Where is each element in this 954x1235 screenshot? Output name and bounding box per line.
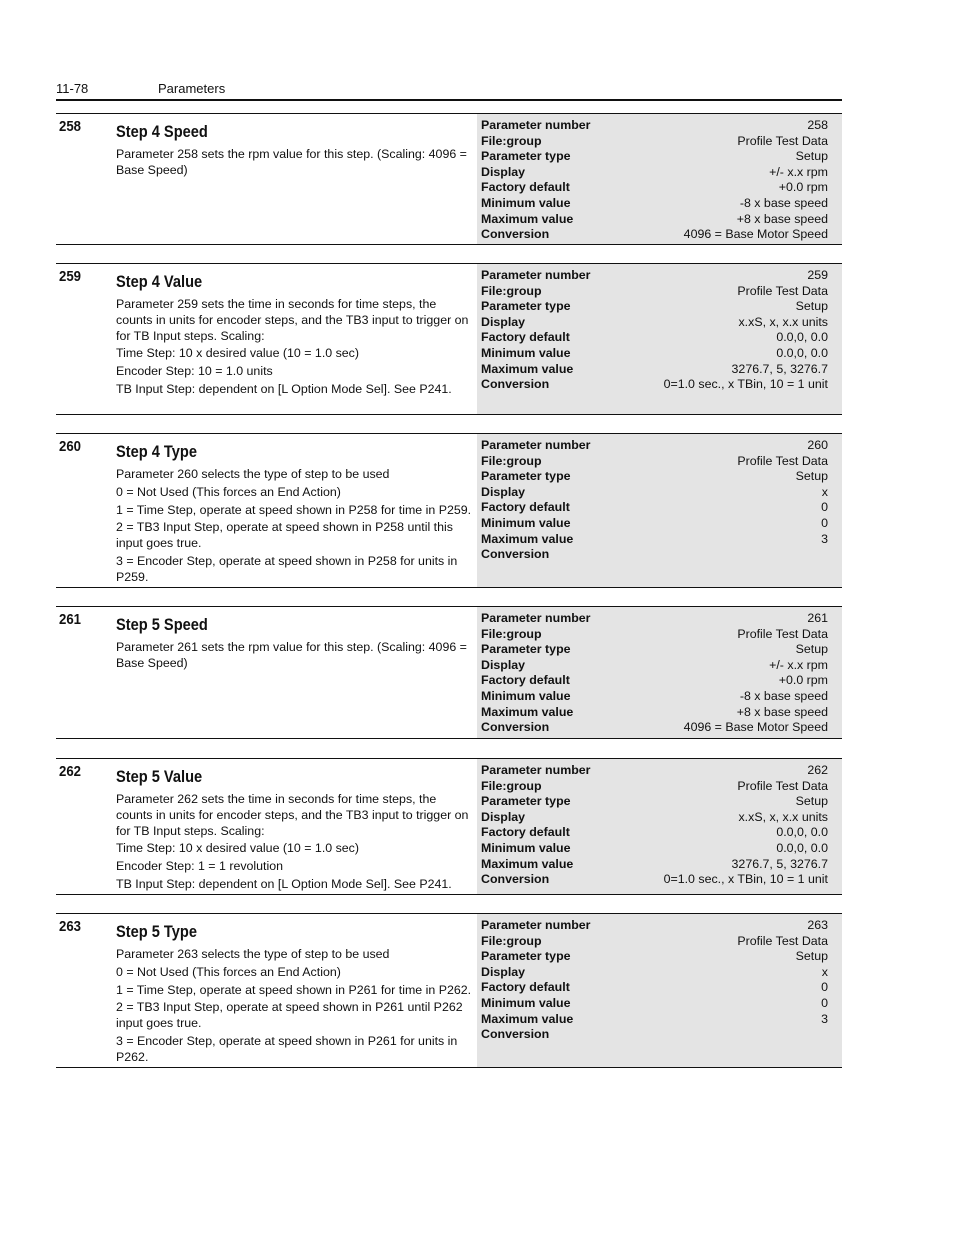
info-value: 259: [807, 268, 828, 282]
info-value: 0=1.0 sec., x TBin, 10 = 1 unit: [663, 872, 828, 887]
info-value: Setup: [795, 469, 828, 484]
info-value: 0.0,0, 0.0: [776, 330, 828, 345]
info-value: 261: [807, 611, 828, 625]
description-paragraph: Parameter 262 sets the time in seconds for time steps, the counts in units for encoder steps, and the TB3 input to trigger on for TB Input steps. Scaling:: [116, 792, 469, 838]
info-row: [481, 996, 828, 1012]
info-row: [481, 180, 828, 196]
info-label: Display: [481, 964, 526, 979]
parameter-title: Step 5 Speed: [116, 615, 208, 634]
info-label: Minimum value: [481, 688, 571, 703]
parameter-block: [56, 913, 842, 1068]
info-label: Conversion: [481, 872, 550, 887]
info-row: [481, 315, 828, 331]
parameter-number: 262: [59, 763, 82, 780]
parameter-block: [56, 433, 842, 588]
info-row: [481, 516, 828, 532]
info-value: -8 x base speed: [739, 195, 828, 210]
description-paragraph: TB Input Step: dependent on [L Option Mode Sel]. See P241.: [116, 876, 452, 891]
info-label: Parameter number: [481, 438, 591, 452]
description-paragraph: 2 = TB3 Input Step, operate at speed shown in P261 until P262 input goes true.: [116, 1000, 463, 1031]
info-value: 4096 = Base Motor Speed: [683, 720, 828, 735]
info-row: [481, 377, 828, 393]
parameter-number: 263: [59, 918, 82, 935]
parameter-info-table: [477, 264, 842, 414]
info-label: Parameter type: [481, 149, 571, 164]
info-row: [481, 857, 828, 873]
info-label: File:group: [481, 453, 542, 468]
description-paragraph: 1 = Time Step, operate at speed shown in P258 for time in P259.: [116, 502, 472, 517]
info-value: 3: [821, 531, 828, 546]
info-label: File:group: [481, 933, 542, 948]
info-label: Parameter type: [481, 299, 571, 314]
info-value: 3: [821, 1011, 828, 1026]
parameter-description: [116, 615, 476, 674]
info-label: File:group: [481, 133, 542, 148]
info-value: Setup: [795, 642, 828, 657]
info-value: 4096 = Base Motor Speed: [683, 227, 828, 242]
parameter-block: [56, 113, 842, 245]
info-value: 0=1.0 sec., x TBin, 10 = 1 unit: [663, 377, 828, 392]
info-value: +8 x base speed: [736, 211, 828, 226]
info-row: [481, 980, 828, 996]
info-value: 3276.7, 5, 3276.7: [731, 361, 828, 376]
info-label: Minimum value: [481, 840, 571, 855]
info-value: Profile Test Data: [737, 626, 828, 641]
parameter-block: [56, 606, 842, 739]
parameter-info-table: [477, 759, 842, 894]
info-value: Setup: [795, 299, 828, 314]
description-paragraph: 2 = TB3 Input Step, operate at speed shown in P258 until this input goes true.: [116, 520, 453, 551]
parameter-description: [116, 272, 476, 400]
info-label: Conversion: [481, 547, 550, 562]
info-label: Minimum value: [481, 195, 571, 210]
info-label: Maximum value: [481, 531, 574, 546]
info-value: 3276.7, 5, 3276.7: [731, 856, 828, 871]
info-label: Minimum value: [481, 995, 571, 1010]
description-paragraph: Encoder Step: 1 = 1 revolution: [116, 859, 284, 874]
info-row: [481, 118, 828, 134]
info-row: [481, 810, 828, 826]
info-row: [481, 547, 828, 563]
info-label: Conversion: [481, 377, 550, 392]
parameter-info-table: [477, 434, 842, 587]
info-value: +/- x.x rpm: [769, 657, 828, 672]
info-value: Setup: [795, 149, 828, 164]
description-paragraph: Time Step: 10 x desired value (10 = 1.0 sec): [116, 841, 360, 856]
info-value: 263: [807, 918, 828, 932]
parameter-number: 258: [59, 118, 82, 135]
info-row: [481, 299, 828, 315]
info-label: Parameter type: [481, 949, 571, 964]
info-label: Display: [481, 484, 526, 499]
info-label: Maximum value: [481, 211, 574, 226]
info-row: [481, 438, 828, 454]
info-row: [481, 763, 828, 779]
info-label: Display: [481, 164, 526, 179]
info-row: [481, 284, 828, 300]
info-row: [481, 627, 828, 643]
info-value: x: [821, 964, 828, 979]
description-paragraph: 3 = Encoder Step, operate at speed shown in P258 for units in P259.: [116, 553, 458, 584]
parameter-description: [116, 767, 476, 895]
info-value: 0: [821, 980, 828, 995]
info-row: [481, 196, 828, 212]
info-row: [481, 346, 828, 362]
info-label: Parameter number: [481, 118, 591, 132]
info-row: [481, 872, 828, 888]
info-row: [481, 165, 828, 181]
page-header: [56, 80, 842, 101]
info-value: Profile Test Data: [737, 933, 828, 948]
description-paragraph: TB Input Step: dependent on [L Option Mode Sel]. See P241.: [116, 381, 452, 396]
info-value: Profile Test Data: [737, 453, 828, 468]
info-row: [481, 965, 828, 981]
info-value: Setup: [795, 794, 828, 809]
info-label: Minimum value: [481, 345, 571, 360]
info-value: Profile Test Data: [737, 133, 828, 148]
info-row: [481, 705, 828, 721]
parameter-info-table: [477, 607, 842, 738]
parameter-number: 261: [59, 611, 82, 628]
info-label: Parameter type: [481, 794, 571, 809]
info-label: Maximum value: [481, 361, 574, 376]
info-value: x.xS, x, x.x units: [738, 809, 828, 824]
info-label: Parameter type: [481, 469, 571, 484]
info-row: [481, 673, 828, 689]
info-row: [481, 642, 828, 658]
info-label: Parameter number: [481, 268, 591, 282]
info-label: File:group: [481, 283, 542, 298]
info-label: File:group: [481, 626, 542, 641]
info-value: 0.0,0, 0.0: [776, 840, 828, 855]
info-row: [481, 485, 828, 501]
description-paragraph: Parameter 260 selects the type of step to be used: [116, 467, 390, 481]
info-row: [481, 934, 828, 950]
info-row: [481, 658, 828, 674]
info-value: Profile Test Data: [737, 778, 828, 793]
info-row: [481, 500, 828, 516]
info-label: Factory default: [481, 330, 570, 345]
parameter-title: Step 4 Speed: [116, 122, 208, 141]
info-value: -8 x base speed: [739, 688, 828, 703]
info-label: Parameter number: [481, 763, 591, 777]
info-label: Minimum value: [481, 515, 571, 530]
info-label: Maximum value: [481, 704, 574, 719]
parameter-info-table: [477, 114, 842, 244]
parameter-title: Step 5 Value: [116, 767, 203, 786]
info-label: Conversion: [481, 720, 550, 735]
info-row: [481, 227, 828, 243]
description-paragraph: Time Step: 10 x desired value (10 = 1.0 sec): [116, 346, 360, 361]
info-label: Conversion: [481, 1027, 550, 1042]
info-value: 0.0,0, 0.0: [776, 825, 828, 840]
info-row: [481, 134, 828, 150]
info-row: [481, 362, 828, 378]
info-row: [481, 825, 828, 841]
info-row: [481, 1012, 828, 1028]
description-paragraph: Parameter 259 sets the time in seconds for time steps, the counts in units for encoder steps, and the TB3 input to trigger on for TB Input steps. Scaling:: [116, 297, 469, 343]
info-row: [481, 689, 828, 705]
info-value: x.xS, x, x.x units: [738, 314, 828, 329]
info-label: Display: [481, 314, 526, 329]
info-label: Factory default: [481, 500, 570, 515]
parameter-title: Step 4 Type: [116, 442, 197, 461]
parameter-title: Step 4 Value: [116, 272, 203, 291]
info-row: [481, 611, 828, 627]
parameter-description: [116, 442, 476, 588]
info-label: Parameter number: [481, 611, 591, 625]
info-label: Factory default: [481, 673, 570, 688]
parameter-number: 259: [59, 268, 82, 285]
info-label: Parameter type: [481, 642, 571, 657]
description-paragraph: 0 = Not Used (This forces an End Action): [116, 964, 341, 979]
info-value: 0: [821, 500, 828, 515]
info-label: Factory default: [481, 180, 570, 195]
description-paragraph: Parameter 258 sets the rpm value for this step. (Scaling: 4096 = Base Speed): [116, 147, 467, 177]
parameter-description: [116, 122, 476, 181]
info-row: [481, 330, 828, 346]
info-value: +0.0 rpm: [778, 180, 828, 195]
info-row: [481, 212, 828, 228]
description-paragraph: Parameter 263 selects the type of step to be used: [116, 947, 390, 961]
description-paragraph: Encoder Step: 10 = 1.0 units: [116, 364, 273, 379]
parameter-number: 260: [59, 438, 82, 455]
page-number: 11-78: [56, 81, 89, 96]
info-label: Factory default: [481, 980, 570, 995]
section-title: Parameters: [158, 81, 226, 96]
info-value: 0: [821, 515, 828, 530]
parameter-info-table: [477, 914, 842, 1067]
info-row: [481, 268, 828, 284]
info-row: [481, 720, 828, 736]
info-label: Factory default: [481, 825, 570, 840]
info-row: [481, 841, 828, 857]
info-row: [481, 794, 828, 810]
parameter-title: Step 5 Type: [116, 922, 197, 941]
info-row: [481, 1027, 828, 1043]
info-value: +0.0 rpm: [778, 673, 828, 688]
info-value: +/- x.x rpm: [769, 164, 828, 179]
info-row: [481, 918, 828, 934]
info-value: Profile Test Data: [737, 283, 828, 298]
info-row: [481, 532, 828, 548]
description-paragraph: 0 = Not Used (This forces an End Action): [116, 484, 341, 499]
info-label: Conversion: [481, 227, 550, 242]
info-value: 258: [807, 118, 828, 132]
info-value: +8 x base speed: [736, 704, 828, 719]
info-value: Setup: [795, 949, 828, 964]
info-row: [481, 779, 828, 795]
info-row: [481, 454, 828, 470]
info-label: Display: [481, 809, 526, 824]
info-row: [481, 469, 828, 485]
info-value: 262: [807, 763, 828, 777]
info-value: x: [821, 484, 828, 499]
description-paragraph: 3 = Encoder Step, operate at speed shown in P261 for units in P262.: [116, 1033, 458, 1064]
info-row: [481, 149, 828, 165]
description-paragraph: 1 = Time Step, operate at speed shown in P261 for time in P262.: [116, 982, 472, 997]
parameter-block: [56, 758, 842, 895]
info-value: 0.0,0, 0.0: [776, 345, 828, 360]
info-label: File:group: [481, 778, 542, 793]
info-value: 260: [807, 438, 828, 452]
info-value: 0: [821, 995, 828, 1010]
info-label: Maximum value: [481, 856, 574, 871]
info-label: Maximum value: [481, 1011, 574, 1026]
info-row: [481, 949, 828, 965]
parameter-block: [56, 263, 842, 415]
info-label: Display: [481, 657, 526, 672]
description-paragraph: Parameter 261 sets the rpm value for this step. (Scaling: 4096 = Base Speed): [116, 640, 467, 670]
parameter-description: [116, 922, 476, 1068]
info-label: Parameter number: [481, 918, 591, 932]
